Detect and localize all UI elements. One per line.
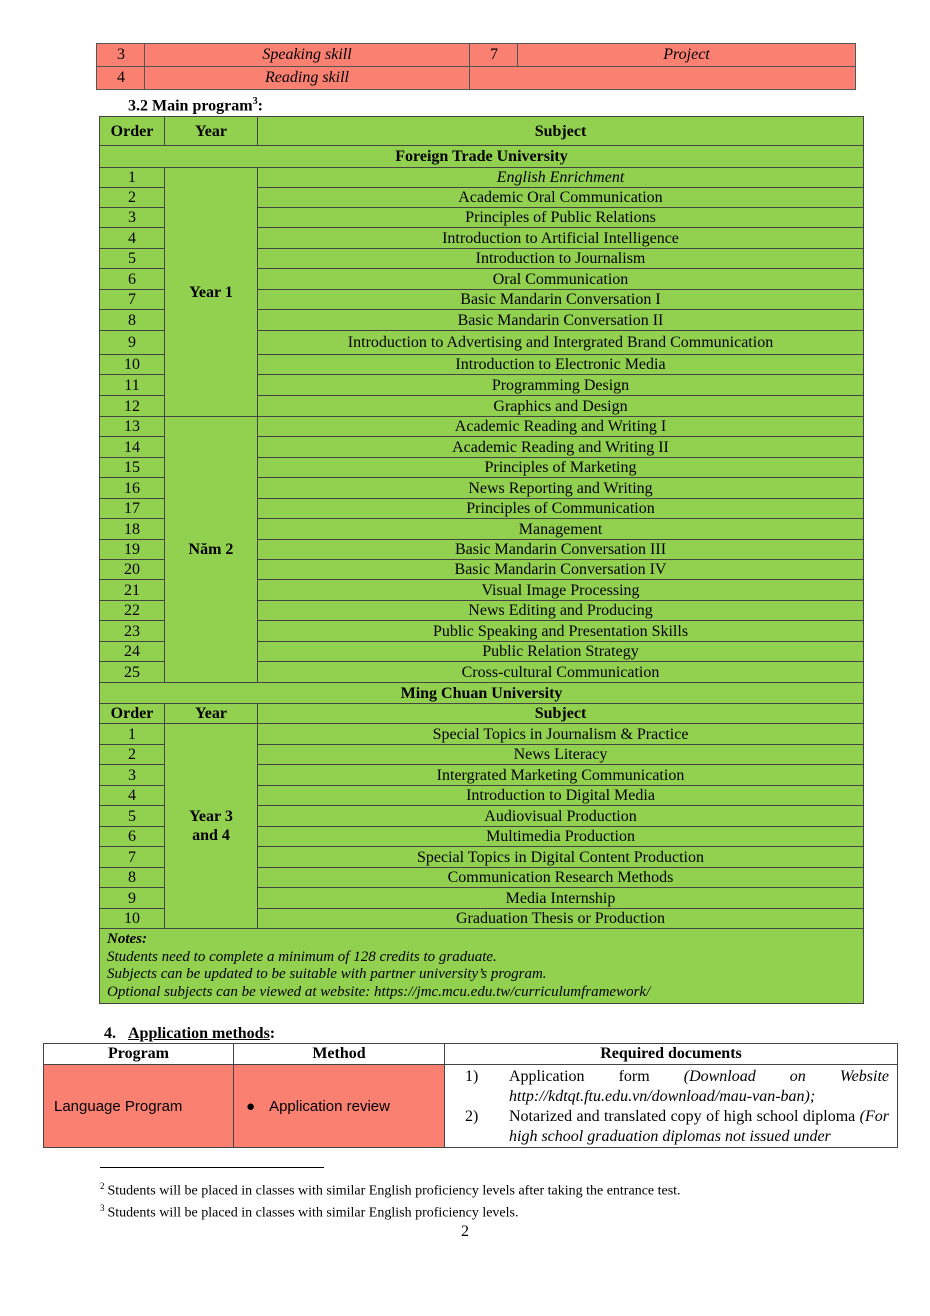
subject-cell: Oral Communication <box>258 269 864 290</box>
section-number: 4. <box>104 1025 116 1042</box>
order-cell: 10 <box>100 909 165 929</box>
document-text-plain: Notarized and translated copy of high school diploma <box>509 1108 860 1125</box>
year-label: Year 1 <box>189 283 233 301</box>
skill-number: 4 <box>97 67 145 90</box>
order-cell: 25 <box>100 662 165 683</box>
subject-cell: Basic Mandarin Conversation IV <box>258 560 864 580</box>
skill-name: Speaking skill <box>145 44 470 67</box>
order-cell: 14 <box>100 437 165 458</box>
university-row <box>100 683 864 704</box>
document-item <box>465 1067 889 1107</box>
table-row <box>44 1065 898 1148</box>
section-title-suffix: : <box>269 1025 276 1042</box>
subject-cell: Basic Mandarin Conversation III <box>258 540 864 560</box>
method-cell <box>234 1065 445 1148</box>
subject-cell: Media Internship <box>258 888 864 909</box>
year-cell <box>165 168 258 417</box>
table-header-row <box>100 704 864 724</box>
document-text-italic: (For high school graduation diplomas not issued under <box>509 1108 889 1145</box>
subject-cell: Academic Reading and Writing II <box>258 437 864 458</box>
year34-group <box>100 724 864 929</box>
skill-name: Project <box>518 44 856 67</box>
footnote-text: Students will be placed in classes with similar English proficiency levels. <box>107 1205 519 1221</box>
subject-cell: Principles of Communication <box>258 499 864 519</box>
order-cell: 3 <box>100 208 165 228</box>
main-program-table <box>99 116 864 1004</box>
subject-cell: News Reporting and Writing <box>258 478 864 499</box>
order-cell: 24 <box>100 642 165 662</box>
section-title-suffix: : <box>257 97 263 115</box>
header-order: Order <box>100 704 165 724</box>
subject-cell: Multimedia Production <box>258 827 864 847</box>
year-label: Năm 2 <box>188 541 234 558</box>
order-cell: 5 <box>100 249 165 269</box>
header-method: Method <box>234 1044 445 1065</box>
notes-row <box>100 929 864 1004</box>
subject-cell: Intergrated Marketing Communication <box>258 765 864 786</box>
table-row <box>97 67 856 90</box>
order-cell: 13 <box>100 417 165 437</box>
order-cell: 7 <box>100 847 165 868</box>
order-cell: 18 <box>100 519 165 540</box>
method-text: Application review <box>269 1097 390 1115</box>
subject-cell: Audiovisual Production <box>258 806 864 827</box>
subject-cell: Public Relation Strategy <box>258 642 864 662</box>
order-cell: 23 <box>100 621 165 642</box>
subject-cell: Programming Design <box>258 375 864 396</box>
year-label: Year 3 <box>189 808 233 825</box>
year-cell <box>165 417 258 683</box>
header-docs: Required documents <box>445 1044 898 1065</box>
year-label: and 4 <box>192 827 230 844</box>
notes-cell <box>100 929 864 1004</box>
subject-cell: Principles of Public Relations <box>258 208 864 228</box>
order-cell: 2 <box>100 188 165 208</box>
section-title-text: 3.2 Main program <box>128 97 253 115</box>
header-subject: Subject <box>258 704 864 724</box>
order-cell: 4 <box>100 786 165 806</box>
subject-cell: Introduction to Advertising and Intergrated Brand Communication <box>258 331 864 355</box>
table-row <box>100 724 864 745</box>
document-text <box>509 1107 889 1147</box>
order-cell: 8 <box>100 310 165 331</box>
order-cell: 17 <box>100 499 165 519</box>
footnote-number: 3 <box>100 1203 105 1213</box>
subject-cell: Communication Research Methods <box>258 868 864 888</box>
order-cell: 8 <box>100 868 165 888</box>
order-cell: 22 <box>100 601 165 621</box>
university-name: Foreign Trade University <box>100 146 864 168</box>
document-item <box>465 1107 889 1147</box>
footnote-number: 2 <box>100 1181 105 1191</box>
year-cell <box>165 724 258 929</box>
header-year: Year <box>165 117 258 146</box>
bullet-icon: ● <box>246 1097 256 1115</box>
notes-title: Notes: <box>107 931 147 947</box>
document-number: 2) <box>465 1108 479 1125</box>
subject-cell: Principles of Marketing <box>258 458 864 478</box>
order-cell: 9 <box>100 888 165 909</box>
order-cell: 6 <box>100 269 165 290</box>
table-row <box>100 168 864 188</box>
year1-group <box>100 168 864 417</box>
subject-cell: Introduction to Digital Media <box>258 786 864 806</box>
subject-cell: Basic Mandarin Conversation I <box>258 290 864 310</box>
subject-cell: Academic Oral Communication <box>258 188 864 208</box>
subject-cell: Special Topics in Journalism & Practice <box>258 724 864 745</box>
subject-cell: Introduction to Electronic Media <box>258 355 864 375</box>
note-line: Subjects can be updated to be suitable with partner university’s program. <box>107 966 547 982</box>
order-cell: 5 <box>100 806 165 827</box>
skill-number: 7 <box>470 44 518 67</box>
document-text-italic: (Download on Website http://kdtqt.ftu.edu.vn/download/mau-van-ban); <box>509 1068 889 1105</box>
year2-group <box>100 417 864 683</box>
order-cell: 20 <box>100 560 165 580</box>
order-cell: 2 <box>100 745 165 765</box>
header-subject: Subject <box>258 117 864 146</box>
header-year: Year <box>165 704 258 724</box>
order-cell: 21 <box>100 580 165 601</box>
section-heading-application-methods <box>104 1025 275 1043</box>
subject-cell: Graphics and Design <box>258 396 864 417</box>
university-name: Ming Chuan University <box>100 683 864 704</box>
section-title-text: Application methods <box>128 1025 270 1042</box>
skill-name: Reading skill <box>145 67 470 90</box>
documents-cell <box>445 1065 898 1148</box>
table-header-row <box>100 117 864 146</box>
order-cell: 10 <box>100 355 165 375</box>
table-row <box>97 44 856 67</box>
table-row <box>100 417 864 437</box>
footnote-ref: 3 <box>252 96 258 107</box>
program-cell: Language Program <box>44 1065 234 1148</box>
document-text <box>509 1067 889 1107</box>
subject-cell: Graduation Thesis or Production <box>258 909 864 929</box>
order-cell: 9 <box>100 331 165 355</box>
order-cell: 11 <box>100 375 165 396</box>
note-line: Optional subjects can be viewed at website: https://jmc.mcu.edu.tw/curriculumframework/ <box>107 983 651 1000</box>
subject-cell: Basic Mandarin Conversation II <box>258 310 864 331</box>
table-header-row <box>44 1044 898 1065</box>
subject-cell: Academic Reading and Writing I <box>258 417 864 437</box>
order-cell: 1 <box>100 168 165 188</box>
section-heading-main-program <box>128 96 263 115</box>
header-program: Program <box>44 1044 234 1065</box>
page-number: 2 <box>461 1223 469 1240</box>
footnote <box>100 1203 518 1222</box>
footnote <box>100 1181 681 1200</box>
order-cell: 4 <box>100 228 165 249</box>
language-skills-table <box>96 43 856 90</box>
document-number: 1) <box>465 1068 479 1085</box>
subject-cell: News Editing and Producing <box>258 601 864 621</box>
subject-cell: Visual Image Processing <box>258 580 864 601</box>
order-cell: 19 <box>100 540 165 560</box>
subject-cell: English Enrichment <box>258 168 864 188</box>
footnote-separator <box>100 1167 324 1168</box>
subject-cell: Management <box>258 519 864 540</box>
subject-cell: Introduction to Artificial Intelligence <box>258 228 864 249</box>
subject-cell: News Literacy <box>258 745 864 765</box>
order-cell: 7 <box>100 290 165 310</box>
header-order: Order <box>100 117 165 146</box>
university-row <box>100 146 864 168</box>
order-cell: 15 <box>100 458 165 478</box>
order-cell: 6 <box>100 827 165 847</box>
subject-cell: Public Speaking and Presentation Skills <box>258 621 864 642</box>
subject-cell: Cross-cultural Communication <box>258 662 864 683</box>
order-cell: 1 <box>100 724 165 745</box>
empty-cell <box>470 67 856 90</box>
subject-cell: Introduction to Journalism <box>258 249 864 269</box>
order-cell: 3 <box>100 765 165 786</box>
application-methods-table <box>43 1043 898 1148</box>
note-line: Students need to complete a minimum of 128 credits to graduate. <box>107 948 497 965</box>
skill-number: 3 <box>97 44 145 67</box>
footnote-text: Students will be placed in classes with similar English proficiency levels after taking the entrance test. <box>107 1183 681 1199</box>
order-cell: 16 <box>100 478 165 499</box>
document-text-plain: Application form <box>509 1068 684 1085</box>
order-cell: 12 <box>100 396 165 417</box>
subject-cell: Special Topics in Digital Content Production <box>258 847 864 868</box>
